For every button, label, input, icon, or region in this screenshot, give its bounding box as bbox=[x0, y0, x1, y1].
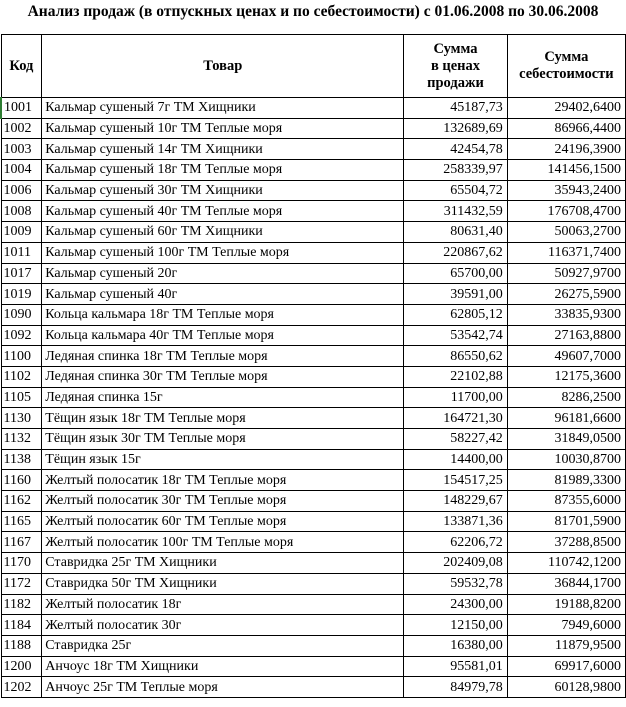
table-row bbox=[1, 284, 626, 305]
cell-sales: 16380,00 bbox=[404, 635, 508, 656]
cell-product: Кольца кальмара 18г ТМ Теплые моря bbox=[42, 304, 404, 325]
cell-code: 1090 bbox=[1, 304, 42, 325]
cell-code: 1003 bbox=[1, 139, 42, 160]
cell-code: 1011 bbox=[1, 242, 42, 263]
cell-code: 1202 bbox=[1, 677, 42, 698]
table-row bbox=[1, 408, 626, 429]
table-row bbox=[1, 180, 626, 201]
table-row bbox=[1, 470, 626, 491]
table-row bbox=[1, 511, 626, 532]
cell-sales: 86550,62 bbox=[404, 346, 508, 367]
cell-product: Тёщин язык 18г ТМ Теплые моря bbox=[42, 408, 404, 429]
cell-code: 1184 bbox=[1, 615, 42, 636]
table-row bbox=[1, 98, 626, 119]
cell-sales: 84979,78 bbox=[404, 677, 508, 698]
cell-product: Кальмар сушеный 30г ТМ Хищники bbox=[42, 180, 404, 201]
cell-cost: 81989,3300 bbox=[507, 470, 625, 491]
table-row bbox=[1, 656, 626, 677]
sales-table bbox=[0, 34, 626, 698]
table-row bbox=[1, 366, 626, 387]
cell-cost: 24196,3900 bbox=[507, 139, 625, 160]
cell-product: Кальмар сушеный 40г ТМ Теплые моря bbox=[42, 201, 404, 222]
cell-cost: 176708,4700 bbox=[507, 201, 625, 222]
table-row bbox=[1, 242, 626, 263]
cell-sales: 22102,88 bbox=[404, 366, 508, 387]
cell-product: Ледяная спинка 30г ТМ Теплые моря bbox=[42, 366, 404, 387]
table-row bbox=[1, 429, 626, 450]
header-cost-line: Сумма bbox=[544, 49, 589, 65]
cell-cost: 87355,6000 bbox=[507, 491, 625, 512]
table-row bbox=[1, 263, 626, 284]
cell-product: Ледяная спинка 15г bbox=[42, 387, 404, 408]
table-row bbox=[1, 304, 626, 325]
table-row bbox=[1, 387, 626, 408]
cell-cost: 31849,0500 bbox=[507, 429, 625, 450]
table-row bbox=[1, 325, 626, 346]
cell-sales: 59532,78 bbox=[404, 573, 508, 594]
cell-code: 1102 bbox=[1, 366, 42, 387]
cell-cost: 19188,8200 bbox=[507, 594, 625, 615]
cell-code: 1009 bbox=[1, 222, 42, 243]
cell-product: Кальмар сушеный 10г ТМ Теплые моря bbox=[42, 118, 404, 139]
cell-code: 1188 bbox=[1, 635, 42, 656]
cell-sales: 53542,74 bbox=[404, 325, 508, 346]
table-row bbox=[1, 222, 626, 243]
table-row bbox=[1, 635, 626, 656]
cell-code: 1160 bbox=[1, 470, 42, 491]
cell-sales: 39591,00 bbox=[404, 284, 508, 305]
cell-cost: 29402,6400 bbox=[507, 98, 625, 119]
cell-code: 1019 bbox=[1, 284, 42, 305]
cell-sales: 133871,36 bbox=[404, 511, 508, 532]
cell-sales: 132689,69 bbox=[404, 118, 508, 139]
cell-product: Кальмар сушеный 20г bbox=[42, 263, 404, 284]
cell-sales: 62206,72 bbox=[404, 532, 508, 553]
cell-cost: 50063,2700 bbox=[507, 222, 625, 243]
cell-code: 1092 bbox=[1, 325, 42, 346]
cell-code: 1006 bbox=[1, 180, 42, 201]
cell-product: Ставридка 25г ТМ Хищники bbox=[42, 553, 404, 574]
cell-product: Кальмар сушеный 60г ТМ Хищники bbox=[42, 222, 404, 243]
cell-cost: 12175,3600 bbox=[507, 366, 625, 387]
cell-cost: 96181,6600 bbox=[507, 408, 625, 429]
cell-product: Желтый полосатик 30г ТМ Теплые моря bbox=[42, 491, 404, 512]
cell-cost: 7949,6000 bbox=[507, 615, 625, 636]
cell-sales: 220867,62 bbox=[404, 242, 508, 263]
cell-product: Тёщин язык 30г ТМ Теплые моря bbox=[42, 429, 404, 450]
table-row bbox=[1, 491, 626, 512]
cell-product: Анчоус 18г ТМ Хищники bbox=[42, 656, 404, 677]
cell-sales: 24300,00 bbox=[404, 594, 508, 615]
cell-product: Желтый полосатик 30г bbox=[42, 615, 404, 636]
table-row bbox=[1, 118, 626, 139]
table-row bbox=[1, 346, 626, 367]
cell-sales: 42454,78 bbox=[404, 139, 508, 160]
cell-sales: 65504,72 bbox=[404, 180, 508, 201]
cell-product: Желтый полосатик 100г ТМ Теплые моря bbox=[42, 532, 404, 553]
cell-code: 1008 bbox=[1, 201, 42, 222]
table-row bbox=[1, 201, 626, 222]
cell-product: Кальмар сушеный 100г ТМ Теплые моря bbox=[42, 242, 404, 263]
cell-sales: 154517,25 bbox=[404, 470, 508, 491]
cell-cost: 110742,1200 bbox=[507, 553, 625, 574]
cell-sales: 11700,00 bbox=[404, 387, 508, 408]
cell-code: 1017 bbox=[1, 263, 42, 284]
table-header-row bbox=[1, 35, 626, 98]
cell-sales: 258339,97 bbox=[404, 160, 508, 181]
table-row bbox=[1, 553, 626, 574]
cell-code: 1001 bbox=[1, 98, 42, 119]
table-row bbox=[1, 594, 626, 615]
header-cost-line: себестоимости bbox=[519, 66, 614, 82]
cell-sales: 12150,00 bbox=[404, 615, 508, 636]
cell-sales: 148229,67 bbox=[404, 491, 508, 512]
cell-code: 1100 bbox=[1, 346, 42, 367]
cell-product: Кальмар сушеный 14г ТМ Хищники bbox=[42, 139, 404, 160]
cell-product: Желтый полосатик 18г ТМ Теплые моря bbox=[42, 470, 404, 491]
cell-cost: 10030,8700 bbox=[507, 449, 625, 470]
cell-sales: 311432,59 bbox=[404, 201, 508, 222]
cell-sales: 62805,12 bbox=[404, 304, 508, 325]
cell-product: Анчоус 25г ТМ Теплые моря bbox=[42, 677, 404, 698]
cell-sales: 65700,00 bbox=[404, 263, 508, 284]
cell-cost: 27163,8800 bbox=[507, 325, 625, 346]
cell-product: Тёщин язык 15г bbox=[42, 449, 404, 470]
table-row bbox=[1, 677, 626, 698]
header-product: Товар bbox=[42, 35, 404, 98]
header-sales-line: продажи bbox=[427, 74, 484, 91]
cell-cost: 69917,6000 bbox=[507, 656, 625, 677]
cell-cost: 81701,5900 bbox=[507, 511, 625, 532]
cell-code: 1138 bbox=[1, 449, 42, 470]
cell-product: Кальмар сушеный 40г bbox=[42, 284, 404, 305]
cell-sales: 202409,08 bbox=[404, 553, 508, 574]
cell-code: 1182 bbox=[1, 594, 42, 615]
header-sales-line: в ценах bbox=[430, 57, 481, 74]
header-sales-line: Сумма bbox=[433, 40, 478, 57]
table-row bbox=[1, 160, 626, 181]
cell-code: 1200 bbox=[1, 656, 42, 677]
header-sales bbox=[404, 35, 508, 98]
cell-code: 1167 bbox=[1, 532, 42, 553]
cell-code: 1132 bbox=[1, 429, 42, 450]
header-cost bbox=[507, 35, 625, 98]
cell-code: 1004 bbox=[1, 160, 42, 181]
header-code: Код bbox=[1, 35, 42, 98]
cell-code: 1165 bbox=[1, 511, 42, 532]
cell-product: Кальмар сушеный 18г ТМ Теплые моря bbox=[42, 160, 404, 181]
cell-sales: 45187,73 bbox=[404, 98, 508, 119]
cell-code: 1170 bbox=[1, 553, 42, 574]
cell-sales: 58227,42 bbox=[404, 429, 508, 450]
cell-cost: 49607,7000 bbox=[507, 346, 625, 367]
cell-cost: 11879,9500 bbox=[507, 635, 625, 656]
cell-product: Кольца кальмара 40г ТМ Теплые моря bbox=[42, 325, 404, 346]
cell-cost: 26275,5900 bbox=[507, 284, 625, 305]
cell-sales: 14400,00 bbox=[404, 449, 508, 470]
table-row bbox=[1, 532, 626, 553]
table-row bbox=[1, 139, 626, 160]
cell-cost: 60128,9800 bbox=[507, 677, 625, 698]
cell-code: 1162 bbox=[1, 491, 42, 512]
cell-cost: 86966,4400 bbox=[507, 118, 625, 139]
cell-sales: 80631,40 bbox=[404, 222, 508, 243]
cell-sales: 164721,30 bbox=[404, 408, 508, 429]
cell-product: Желтый полосатик 60г ТМ Теплые моря bbox=[42, 511, 404, 532]
table-row bbox=[1, 449, 626, 470]
cell-code: 1105 bbox=[1, 387, 42, 408]
cell-cost: 8286,2500 bbox=[507, 387, 625, 408]
cell-cost: 141456,1500 bbox=[507, 160, 625, 181]
cell-code: 1172 bbox=[1, 573, 42, 594]
table-row bbox=[1, 573, 626, 594]
cell-sales: 95581,01 bbox=[404, 656, 508, 677]
report-title: Анализ продаж (в отпускных ценах и по себестоимости) с 01.06.2008 по 30.06.2008 bbox=[27, 3, 599, 20]
cell-cost: 35943,2400 bbox=[507, 180, 625, 201]
cell-product: Ставридка 50г ТМ Хищники bbox=[42, 573, 404, 594]
cell-cost: 50927,9700 bbox=[507, 263, 625, 284]
cell-product: Желтый полосатик 18г bbox=[42, 594, 404, 615]
cell-cost: 37288,8500 bbox=[507, 532, 625, 553]
table-row bbox=[1, 615, 626, 636]
cell-product: Ледяная спинка 18г ТМ Теплые моря bbox=[42, 346, 404, 367]
cell-code: 1002 bbox=[1, 118, 42, 139]
cell-cost: 36844,1700 bbox=[507, 573, 625, 594]
cell-code: 1130 bbox=[1, 408, 42, 429]
cell-product: Кальмар сушеный 7г ТМ Хищники bbox=[42, 98, 404, 119]
table-body bbox=[1, 98, 626, 698]
cell-cost: 33835,9300 bbox=[507, 304, 625, 325]
cell-cost: 116371,7400 bbox=[507, 242, 625, 263]
cell-product: Ставридка 25г bbox=[42, 635, 404, 656]
